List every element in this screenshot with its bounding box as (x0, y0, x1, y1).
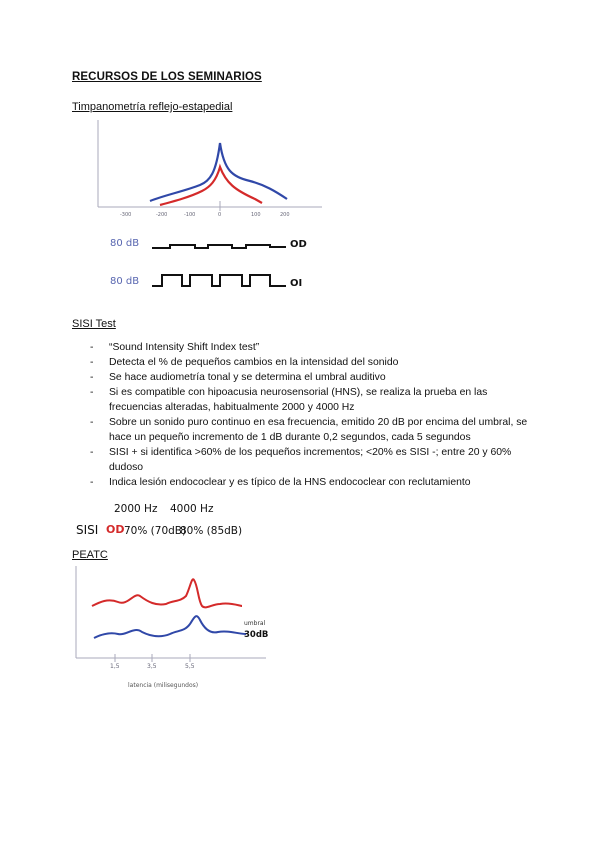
tympanogram-red-curve (160, 167, 262, 205)
reflex-trace-od (150, 236, 290, 254)
tympanogram-tick: -300 (120, 212, 132, 218)
list-item: - Detecta el % de pequeños cambios en la intensidad del sonido (90, 355, 530, 370)
reflex-ear-od: OD (290, 239, 307, 250)
reflex-level-od: 80 dB (110, 238, 140, 249)
list-item: - “Sound Intensity Shift Index test” (90, 340, 530, 355)
timpanometria-heading: Timpanometría reflejo-estapedial (72, 101, 233, 113)
tympanogram-tick: -200 (156, 212, 168, 218)
sisi-freq-2000: 2000 Hz (114, 503, 158, 515)
tympanogram-tick: 200 (280, 212, 290, 218)
reflex-ear-oi: OI (290, 278, 303, 289)
peatc-x-label: latencia (milisegundos) (128, 682, 199, 689)
tympanogram-chart (90, 115, 330, 225)
sisi-freq-4000: 4000 Hz (170, 503, 214, 515)
peatc-chart (70, 562, 270, 672)
tympanogram-tick: 0 (218, 212, 222, 218)
list-item: - Si es compatible con hipoacusia neurosensorial (HNS), se realiza la prueba en las frecuencias alteradas, habitualmente 2000 y 4000 Hz (90, 385, 530, 415)
reflex-level-oi: 80 dB (110, 276, 140, 287)
peatc-umbral-value: 30dB (244, 630, 269, 640)
peatc-heading: PEATC (72, 549, 108, 561)
list-item: - Sobre un sonido puro continuo en esa frecuencia, emitido 20 dB por encima del umbral, se hace un pequeño incremento de 1 dB durante 0,2 segundos, cada 5 segundos (90, 415, 530, 445)
peatc-tick: 1,5 (110, 663, 120, 670)
peatc-tick: 5,5 (185, 663, 195, 670)
reflex-trace-oi (150, 270, 290, 292)
peatc-tick: 3,5 (147, 663, 157, 670)
sisi-heading: SISI Test (72, 318, 116, 330)
tympanogram-tick: -100 (184, 212, 196, 218)
tympanogram-tick: 100 (251, 212, 261, 218)
page-title: RECURSOS DE LOS SEMINARIOS (72, 71, 262, 83)
sisi-value-2000: 70% (70dB) (124, 525, 187, 537)
sisi-ear-od: OD (106, 523, 125, 536)
sisi-bullet-list (90, 340, 530, 490)
list-item: - Indica lesión endococlear y es típico de la HNS endococlear con reclutamiento (90, 475, 530, 490)
list-item: - SISI + si identifica >60% de los pequeños incrementos; <20% es SISI -; entre 20 y 60% dudoso (90, 445, 530, 475)
list-item: - Se hace audiometría tonal y se determina el umbral auditivo (90, 370, 530, 385)
peatc-umbral-label: umbral (244, 620, 266, 627)
sisi-handwritten-label: SISI (76, 523, 99, 537)
sisi-value-4000: 80% (85dB) (180, 525, 243, 537)
